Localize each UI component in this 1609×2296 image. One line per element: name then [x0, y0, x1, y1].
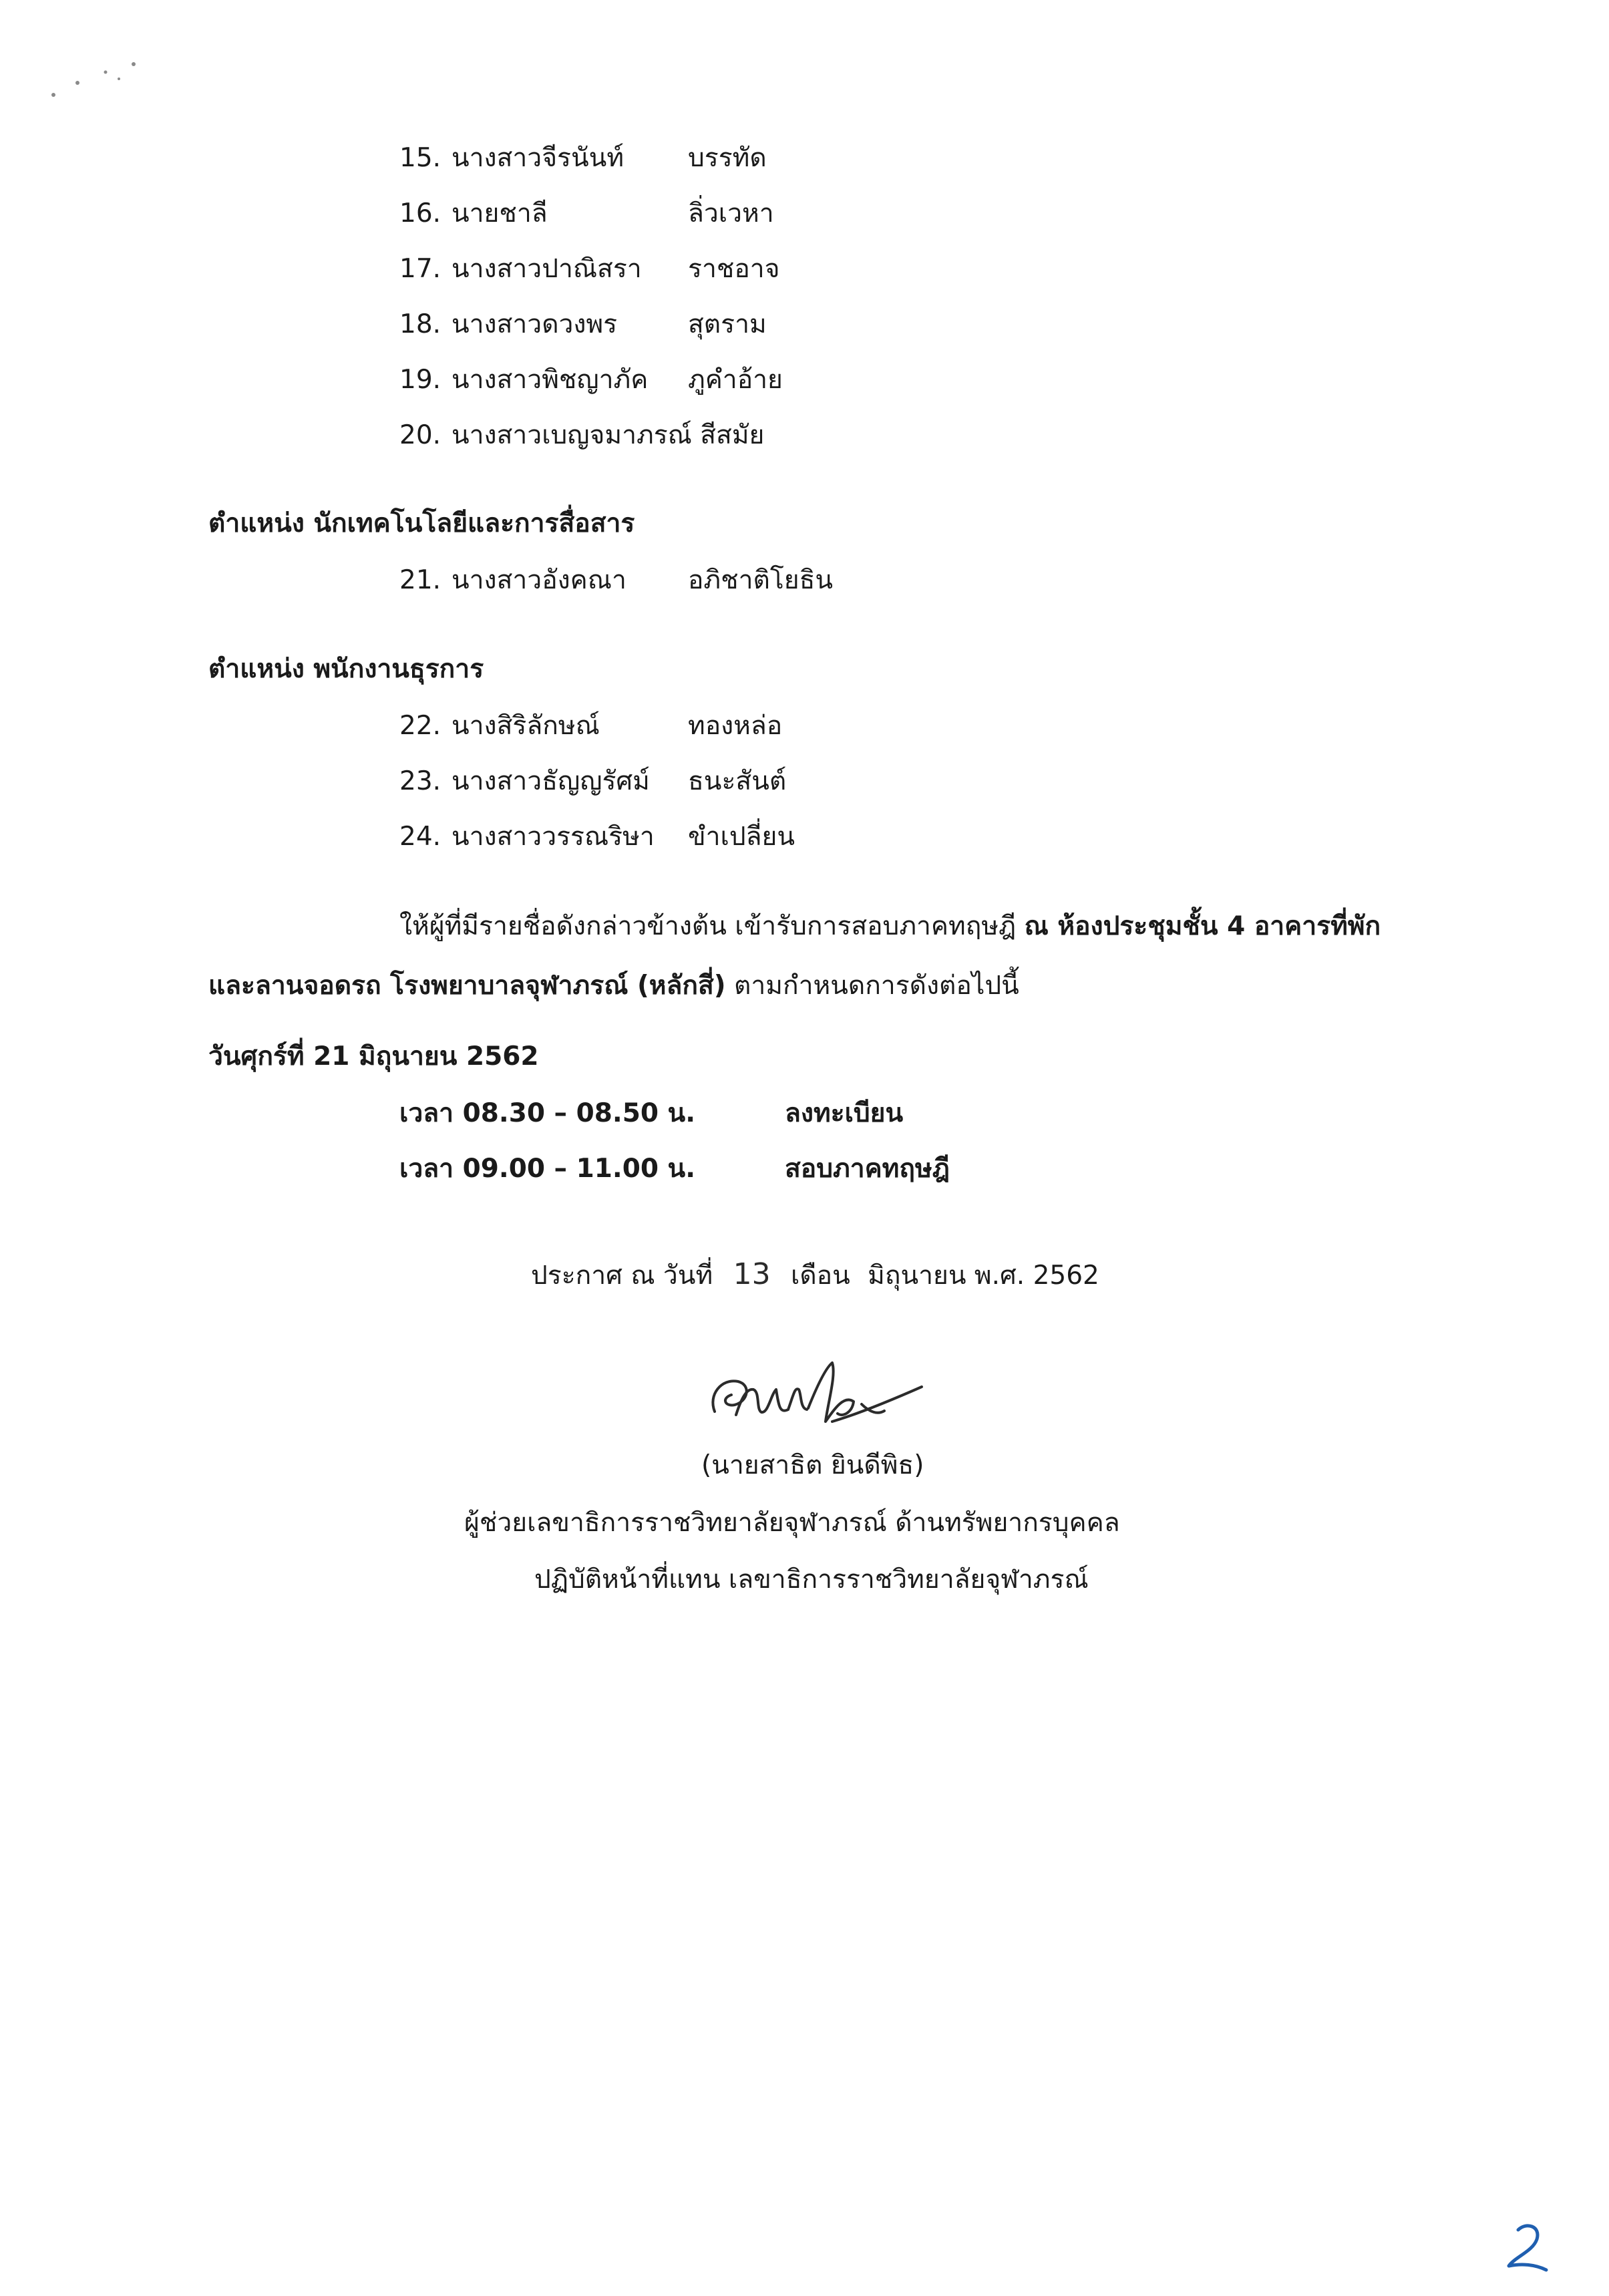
schedule-time: เวลา 09.00 – 11.00 น.: [399, 1154, 696, 1184]
item-number: 16.: [399, 198, 441, 228]
signer-title-1: ผู้ช่วยเลขาธิการราชวิทยาลัยจุฬาภรณ์ ด้านทรัพยากรบุคคล: [464, 1508, 1120, 1538]
item-number: 24.: [399, 822, 441, 852]
schedule-date: วันศุกร์ที่ 21 มิถุนายน 2562: [208, 1041, 539, 1072]
schedule-activity: ลงทะเบียน: [785, 1098, 904, 1128]
list-item: [399, 816, 655, 857]
announce-month-label: เดือน: [790, 1261, 850, 1291]
first-name: นางสิริลักษณ์: [452, 711, 600, 741]
last-name: ธนะสันต์: [688, 766, 787, 796]
list-item: [399, 760, 650, 802]
item-number: 18.: [399, 309, 441, 339]
notice-line-2: [208, 965, 1019, 1006]
notice-line-1: [399, 905, 1381, 947]
first-name: นางสาวพิชญาภัค: [452, 365, 649, 395]
item-number: 23.: [399, 766, 441, 796]
notice-text: ตามกำหนดการดังต่อไปนี้: [734, 971, 1019, 1001]
item-number: 19.: [399, 365, 441, 395]
list-item: [399, 414, 764, 456]
notice-location: ณ ห้องประชุมชั้น 4 อาคารที่พัก: [1024, 911, 1381, 941]
first-name: นางสาวธัญญรัศม์: [452, 766, 650, 796]
last-name: ราชอาจ: [688, 254, 780, 284]
scan-specks: [40, 47, 160, 100]
last-name: สีสมัย: [700, 420, 765, 450]
last-name: บรรทัด: [688, 143, 767, 173]
item-number: 20.: [399, 420, 441, 450]
signer-title-2: ปฏิบัติหน้าที่แทน เลขาธิการราชวิทยาลัยจุฬาภรณ์: [534, 1565, 1089, 1595]
item-number: 15.: [399, 143, 441, 173]
announce-month: มิถุนายน พ.ศ. 2562: [868, 1261, 1099, 1291]
schedule-activity: สอบภาคทฤษฎี: [785, 1154, 950, 1184]
first-name: นางสาวดวงพร: [452, 309, 618, 339]
notice-location: และลานจอดรถ โรงพยาบาลจุฬาภรณ์ (หลักสี่): [208, 971, 726, 1001]
first-name: นางสาวเบญจมาภรณ์: [452, 420, 692, 450]
item-number: 17.: [399, 254, 441, 284]
list-item: [399, 559, 627, 601]
last-name: ภูคำอ้าย: [688, 365, 783, 395]
list-item: [399, 303, 617, 345]
list-item: [399, 359, 648, 400]
signer-name: (นายสาธิต ยินดีพิธ): [701, 1450, 924, 1480]
first-name: นางสาววรรณริษา: [452, 822, 655, 852]
item-number: 21.: [399, 565, 441, 595]
list-item: [399, 705, 600, 746]
last-name: สุตราม: [688, 309, 767, 339]
last-name: ทองหล่อ: [688, 711, 783, 741]
list-item: [399, 248, 642, 289]
last-name: ขำเปลี่ยน: [688, 822, 795, 852]
last-name: อภิชาติโยธิน: [688, 565, 834, 595]
first-name: นางสาวอังคณา: [452, 565, 627, 595]
notice-text: ให้ผู้ที่มีรายชื่อดังกล่าวข้างต้น เข้ารับการสอบภาคทฤษฎี: [399, 911, 1017, 941]
signature: [695, 1348, 935, 1448]
schedule-time: เวลา 08.30 – 08.50 น.: [399, 1098, 696, 1128]
page-number-mark: [1499, 2217, 1553, 2277]
list-item: [399, 137, 624, 178]
position-heading: ตำแหน่ง นักเทคโนโลยีและการสื่อสาร: [208, 508, 635, 538]
first-name: นางสาวปาณิสรา: [452, 254, 642, 284]
announce-date-line: [531, 1255, 1099, 1296]
first-name: นางสาวจีรนันท์: [452, 143, 624, 173]
item-number: 22.: [399, 711, 441, 741]
position-heading: ตำแหน่ง พนักงานธุรการ: [208, 654, 484, 684]
list-item: [399, 192, 548, 234]
announce-prefix: ประกาศ ณ วันที่: [531, 1261, 713, 1291]
announce-day: 13: [733, 1257, 771, 1291]
last-name: ลิ่วเวหา: [688, 198, 774, 228]
first-name: นายชาลี: [452, 198, 548, 228]
